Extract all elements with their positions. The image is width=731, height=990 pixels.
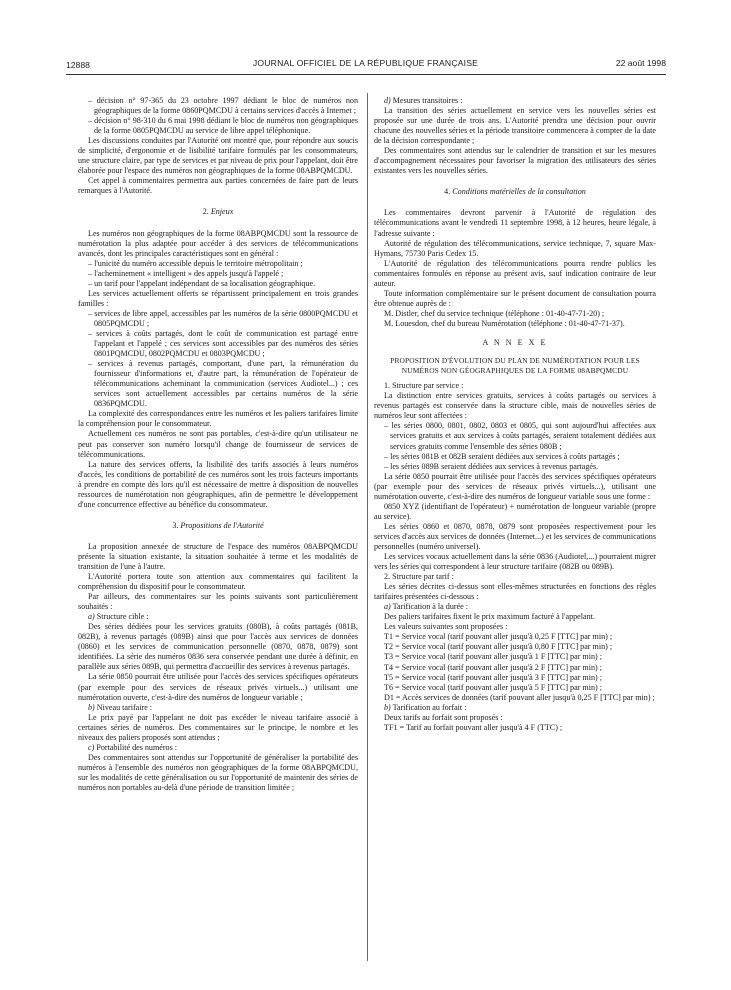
list-item: – services de libre appel, accessibles par les numéros de la série 0800PQMCDU et 0805PQMCDU ; bbox=[88, 308, 358, 328]
tariff-line: T2 = Service vocal (tarif pouvant aller jusqu'à 0,80 F [TTC] par min) ; bbox=[384, 642, 613, 652]
paragraph: M. Distler, chef du service technique (téléphone : 01-40-47-71-20) ; bbox=[384, 308, 605, 318]
list-item: – un tarif pour l'appelant indépendant de sa localisation géographique. bbox=[88, 278, 316, 288]
paragraph: La complexité des correspondances entre les numéros et les paliers tarifaires limite la compréhension pour le consommateur. bbox=[78, 409, 358, 429]
tariff-line: T1 = Service vocal (tarif pouvant aller jusqu'à 0,25 F [TTC] par min) ; bbox=[384, 632, 613, 642]
list-item: – décision n° 97-365 du 23 octobre 1997 dédiant le bloc de numéros non géographiques de la forme 0860PQMCDU à certains services d'accès à Internet ; bbox=[88, 96, 358, 116]
list-item: – l'unicité du numéro accessible depuis le territoire métropolitain ; bbox=[88, 258, 303, 268]
list-item: – les séries 089B seraient dédiées aux services à revenus partagés. bbox=[384, 461, 599, 471]
paragraph: Les numéros non géographiques de la forme 08ABPQMCDU sont la ressource de numérotation la plus adaptée pour accéder à des services de télécommunications avancés, dont les principales caractéristiques sont en général : bbox=[78, 228, 358, 258]
tariff-line: TF1 = Tarif au forfait pouvant aller jusqu'à 4 F (TTC) ; bbox=[384, 722, 563, 732]
tariff-line: T3 = Service vocal (tarif pouvant aller jusqu'à 1 F [TTC] par min) ; bbox=[384, 652, 602, 662]
paragraph: Deux tarifs au forfait sont proposés : bbox=[384, 712, 503, 722]
paragraph: M. Louesdon, chef du bureau Numérotation (téléphone : 01-40-47-71-37). bbox=[384, 318, 625, 328]
subheading: b) Niveau tarifaire : bbox=[88, 702, 153, 712]
paragraph: Autorité de régulation des télécommunications, service technique, 7, square Max-Hymans, 75730 Paris Cedex 15. bbox=[374, 238, 656, 258]
paragraph: La série 0850 pourrait être utilisée pour l'accès des services spécifiques opérateurs (par exemple pour des services de réseaux privés virtuels...), utilisant une numérotation ouverte, c'est-à-dire des numéros de longueur variable sous une forme : bbox=[374, 471, 656, 501]
header-rule bbox=[66, 74, 666, 75]
paragraph: L'Autorité de régulation des télécommunications pourra rendre publics les commentaires formulés en réponse au présent avis, sauf indication contraire de leur auteur. bbox=[374, 258, 656, 288]
section-heading: 2. Enjeux bbox=[202, 207, 234, 217]
subheading: 2. Structure par tarif : bbox=[384, 572, 454, 582]
list-item: – services à coûts partagés, dont le coût de communication est partagé entre l'appelant et l'appelé ; ces services sont accessibles par des numéros des séries 0801PQMCDU, 0802PQMCDU et 0803PQMCDU ; bbox=[88, 328, 358, 359]
paragraph: Toute information complémentaire sur le présent document de consultation pourra être obtenue auprès de : bbox=[374, 288, 656, 308]
section-heading: 4. Conditions matérielles de la consultation bbox=[444, 187, 586, 197]
subheading: d) Mesures transitoires : bbox=[384, 96, 463, 105]
paragraph: Des commentaires sont attendus sur le calendrier de transition et sur les mesures d'accompagnement nécessaires pour favoriser la migration des utilisateurs des séries existantes vers les nouvelles séries. bbox=[374, 146, 656, 176]
page-number: 12888 bbox=[66, 60, 90, 70]
paragraph: Les séries décrites ci-dessus sont elles-mêmes structurées en fonctions des règles tarifaires présentées ci-dessous : bbox=[374, 582, 656, 602]
paragraph: Le prix payé par l'appelant ne doit pas excéder le niveau tarifaire associé à certaines séries de numéros. Des commentaires sur le principe, le nombre et les niveaux des paliers proposés sont attendus ; bbox=[78, 712, 358, 742]
paragraph: La distinction entre services gratuits, services à coûts partagés ou services à revenus partagés est conservée dans la structure cible, mais de nouvelles séries de numéros leur sont affectées : bbox=[374, 391, 656, 421]
issue-date: 22 août 1998 bbox=[615, 58, 666, 68]
paragraph: Par ailleurs, des commentaires sur les points suivants sont particulièrement souhaités : bbox=[78, 592, 358, 612]
paragraph: La transition des séries actuellement en service vers les nouvelles séries est proposée sur une durée de trois ans. L'Autorité prendra une décision pour ouvrir chacune des nouvelles séries et la période transitoire commencera à compter de la date de la décision correspondante ; bbox=[374, 106, 656, 146]
subheading: a) Structure cible : bbox=[88, 612, 149, 622]
paragraph: Les services vocaux actuellement dans la série 0836 (Audiotel,...) pourraient migrer vers les séries qui correspondent à leur structure tarifaire (082B ou 089B). bbox=[374, 552, 656, 572]
journal-title: JOURNAL OFFICIEL DE LA RÉPUBLIQUE FRANÇAISE bbox=[252, 58, 479, 68]
subheading: a) Tarification à la durée : bbox=[384, 602, 469, 612]
paragraph: Les commentaires devront parvenir à l'Autorité de régulation des télécommunications avant le vendredi 11 septembre 1998, à 12 heures, heure légale, à l'adresse suivante : bbox=[374, 208, 656, 238]
column-divider bbox=[367, 93, 368, 961]
paragraph: Cet appel à commentaires permettra aux parties concernées de faire part de leurs remarques à l'Autorité. bbox=[78, 176, 358, 196]
subheading: 1. Structure par service : bbox=[384, 381, 464, 391]
page-header bbox=[0, 0, 731, 78]
paragraph: Des commentaires sont attendus sur l'opportunité de généraliser la portabilité des numéros à l'ensemble des numéros non géographiques de la forme 08ABPQMCDU, sur les modalités de cette généralisation ou sur l'opportunité de maintenir des séries de numéros non portables au-delà d'une période de transition limitée ; bbox=[78, 752, 358, 792]
right-column bbox=[374, 96, 656, 733]
paragraph: Les séries 0860 et 0870, 0878, 0879 sont proposées respectivement pour les services d'accès aux services de données (Internet...) et les services de communications personnelles (numéro universel). bbox=[374, 521, 656, 551]
paragraph: 0850 XYZ (identifiant de l'opérateur) + numérotation de longueur variable (propre au service). bbox=[374, 501, 656, 521]
list-item: – les séries 081B et 082B seraient dédiées aux services à coûts partagés ; bbox=[384, 451, 620, 461]
paragraph: Actuellement ces numéros ne sont pas portables, c'est-à-dire qu'un utilisateur ne peut pas conserver son numéro lorsqu'il change de fournisseur de services de télécommunications. bbox=[78, 429, 358, 459]
paragraph: La proposition annexée de structure de l'espace des numéros 08ABPQMCDU présente la situation existante, la situation souhaitée à terme et les modalités de transition de l'une à l'autre. bbox=[78, 541, 358, 571]
left-column bbox=[78, 96, 358, 793]
tariff-line: D1 = Accès services de données (tarif pouvant aller jusqu'à 0,25 F [TTC] par min) ; bbox=[384, 692, 655, 702]
list-item: – les séries 0800, 0801, 0802, 0803 et 0805, qui sont aujourd'hui affectées aux services gratuits et aux services à coûts partagés, seraient totalement dédiées aux services gratuits comme l'ensemble des séries 080B ; bbox=[384, 421, 656, 451]
subheading: c) Portabilité des numéros : bbox=[88, 742, 178, 752]
paragraph: La série 0850 pourrait être utilisée pour l'accès des services spécifiques opérateurs (par exemple pour des services de réseaux privés virtuels...) utilisant une numérotation ouverte, c'est-à-dire des numéros de longueur variable ; bbox=[78, 672, 358, 702]
paragraph: Les valeurs suivantes sont proposées : bbox=[384, 622, 508, 632]
list-item: – services à revenus partagés, comportant, d'une part, la rémunération du fournisseur d'informations et, d'autre part, la rémunération de l'opérateur de télécommunications acheminant la communication (services Audiotel...) ; ces services sont actuellement accessibles par certains numéros de la série 0836PQMCDU. bbox=[88, 359, 358, 409]
paragraph: Les services actuellement offerts se répartissent principalement en trois grandes familles : bbox=[78, 288, 358, 308]
section-heading: 3. Propositions de l'Autorité bbox=[172, 520, 264, 530]
paragraph: Les discussions conduites par l'Autorité ont montré que, pour répondre aux soucis de simplicité, d'ergonomie et de lisibilité tarifaire formulés par les consommateurs, une structure claire, par type de services et par niveau de prix pour l'appelant, doit être élaborée pour l'espace des numéros non géographiques de la forme 08ABPQMCDU. bbox=[78, 136, 358, 176]
tariff-line: T6 = Service vocal (tarif pouvant aller jusqu'à 5 F [TTC] par min) ; bbox=[384, 682, 602, 692]
paragraph: L'Autorité portera toute son attention aux commentaires qui facilitent la compréhension du dispositif pour le consommateur. bbox=[78, 572, 358, 592]
list-item: – l'acheminement « intelligent » des appels jusqu'à l'appelé ; bbox=[88, 268, 284, 278]
annex-heading: A N N E X E bbox=[482, 337, 548, 347]
paragraph: Des séries dédiées pour les services gratuits (080B), à coûts partagés (081B, 082B), à revenus partagés (089B) ainsi que pour l'accès aux services de données (0860) et les services de communication personnelle (0870, 0878, 0879) sont identifiées. La série des numéros 0836 sera conservée pendant une durée à définir, en parallèle aux séries 089B, qui permettra d'accueillir des services à revenus partagés. bbox=[78, 622, 358, 672]
tariff-line: T5 = Service vocal (tarif pouvant aller jusqu'à 3 F [TTC] par min) ; bbox=[384, 672, 602, 682]
annex-title: PROPOSITION D'ÉVOLUTION DU PLAN DE NUMÉROTATION POUR LES NUMÉROS NON GÉOGRAPHIQUES DE LA FORME 08ABPQMCDU bbox=[390, 356, 640, 375]
tariff-line: T4 = Service vocal (tarif pouvant aller jusqu'à 2 F [TTC] par min) ; bbox=[384, 662, 602, 672]
paragraph: Des paliers tarifaires fixent le prix maximum facturé à l'appelant. bbox=[384, 612, 595, 622]
list-item: – décision n° 98-310 du 6 mai 1998 dédiant le bloc de numéros non géographiques de la forme 0805PQMCDU au service de libre appel téléphonique. bbox=[88, 116, 358, 136]
subheading: b) Tarification au forfait : bbox=[384, 702, 467, 712]
paragraph: La nature des services offerts, la lisibilité des tarifs associés à leurs numéros d'accès, les conditions de portabilité de ces numéros sont les trois facteurs importants à prendre en compte dès lors qu'il est nécessaire de mettre à disposition de nouvelles ressources de numérotation non géographiques, afin de permettre le développement d'une concurrence effective au bénéfice du consommateur. bbox=[78, 459, 358, 509]
